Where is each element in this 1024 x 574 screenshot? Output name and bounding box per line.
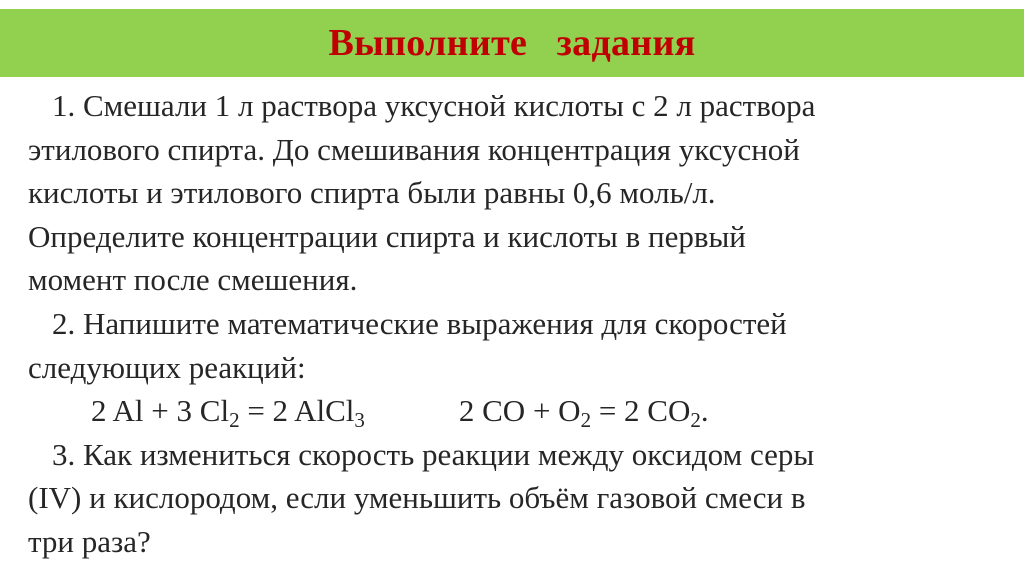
task1-line-3: кислоты и этилового спирта были равны 0,6 моль/л. [28,175,716,211]
task1-line-1: 1. Смешали 1 л раствора уксусной кислоты с 2 л раствора [52,88,816,123]
slide-title: Выполните задания [328,22,696,64]
task2-line-1: 2. Напишите математические выражения для скоростей [52,305,787,341]
equation-1-part-b: = 2 AlCl [239,393,355,429]
task2-line-2: следующих реакций: [28,349,306,385]
equation-2-sub-b: 2 [690,408,701,433]
equation-1-part-a: 2 Al + 3 Cl [91,393,230,429]
equations-line [28,389,1003,433]
task3-line-2: (IV) и кислородом, если уменьшить объём газовой смеси в [28,480,806,516]
equation-2-part-a: 2 CO + O [458,393,581,429]
equation-2-end: . [700,393,709,429]
equation-1-sub-a: 2 [229,408,240,433]
task1-line-5: момент после смешения. [28,262,358,298]
task3-line-3: три раза? [28,523,151,559]
equation-2 [458,393,709,433]
task3-line-1: 3. Как измениться скорость реакции между оксидом серы [52,436,815,472]
equation-2-sub-a: 2 [580,408,592,433]
task-text [28,84,1003,564]
task1-line-4: Определите концентрации спирта и кислоты в первый [28,218,746,254]
equation-1-sub-b: 3 [354,408,365,433]
equation-2-part-b: = 2 CO [591,393,691,429]
title-bar [0,9,1024,77]
equation-1 [91,393,365,433]
task1-line-2: этилового спирта. До смешивания концентрация уксусной [28,131,800,167]
